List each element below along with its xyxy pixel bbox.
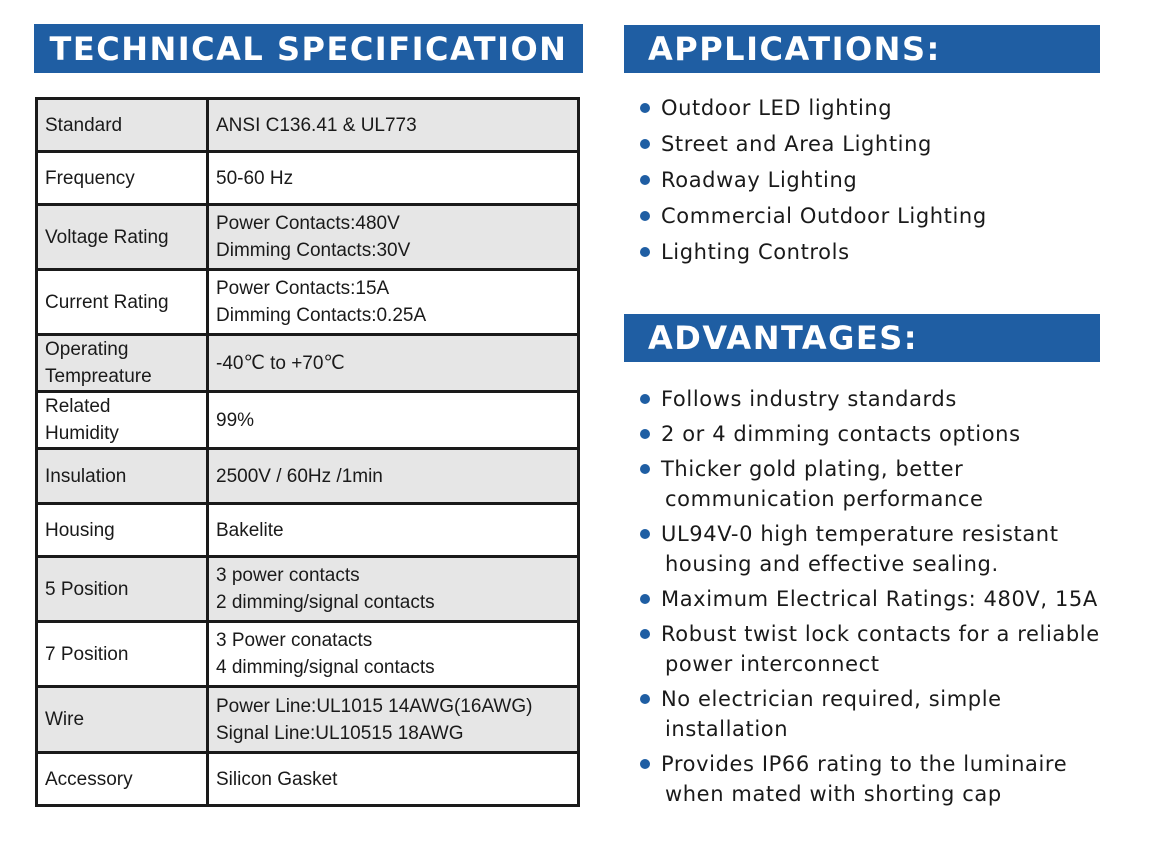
- list-item-text: Commercial Outdoor Lighting: [661, 204, 987, 228]
- spec-value: [208, 335, 579, 392]
- list-item-text: Follows industry standards: [661, 387, 957, 411]
- spec-row-accessory: [37, 753, 579, 806]
- list-item: [640, 419, 1100, 449]
- spec-row-wire: [37, 687, 579, 753]
- spec-label: [37, 152, 208, 205]
- spec-row-current-rating: [37, 270, 579, 335]
- list-item-text-continued: installation: [665, 717, 789, 741]
- specification-table: [35, 97, 580, 807]
- spec-value: [208, 152, 579, 205]
- spec-row-operating-temperature: [37, 335, 579, 392]
- spec-label-text: Tempreature: [45, 366, 152, 387]
- applications-list: [640, 93, 987, 273]
- bullet-icon: [640, 175, 650, 185]
- advantages-list: [640, 384, 1100, 814]
- spec-row-voltage-rating: [37, 205, 579, 270]
- bullet-icon: [640, 529, 650, 539]
- list-item-text: Maximum Electrical Ratings: 480V, 15A: [661, 587, 1098, 611]
- spec-label-text: Frequency: [45, 167, 135, 189]
- bullet-icon: [640, 694, 650, 704]
- spec-label-text: Related: [45, 396, 111, 417]
- bullet-icon: [640, 429, 650, 439]
- spec-label-text: Current Rating: [45, 291, 169, 313]
- spec-value: [208, 687, 579, 753]
- list-item: [640, 237, 987, 267]
- bullet-icon: [640, 394, 650, 404]
- applications-heading: APPLICATIONS:: [624, 25, 1100, 73]
- spec-label: [37, 449, 208, 504]
- spec-value-text: ANSI C136.41 & UL773: [216, 114, 417, 136]
- list-item: [640, 93, 987, 123]
- spec-value-text: Power Contacts:480V: [216, 213, 400, 234]
- list-item: [640, 129, 987, 159]
- spec-row-insulation: [37, 449, 579, 504]
- list-item-text: Provides IP66 rating to the luminaire: [661, 752, 1068, 776]
- advantages-heading: ADVANTAGES:: [624, 314, 1100, 362]
- bullet-icon: [640, 103, 650, 113]
- bullet-icon: [640, 211, 650, 221]
- spec-label-text: Accessory: [45, 768, 133, 790]
- list-item-text: 2 or 4 dimming contacts options: [661, 422, 1021, 446]
- list-item-text: Roadway Lighting: [661, 168, 858, 192]
- list-item-text: Robust twist lock contacts for a reliable: [661, 622, 1100, 646]
- list-item: [640, 684, 1100, 744]
- spec-value: [208, 392, 579, 449]
- spec-label: [37, 335, 208, 392]
- list-item: [640, 165, 987, 195]
- list-item: [640, 584, 1100, 614]
- spec-value: [208, 205, 579, 270]
- list-item-text-continued: power interconnect: [665, 652, 880, 676]
- list-item: [640, 619, 1100, 679]
- spec-label-text: Standard: [45, 114, 123, 136]
- bullet-icon: [640, 594, 650, 604]
- spec-label: [37, 557, 208, 622]
- spec-value-text: Power Contacts:15A: [216, 278, 390, 299]
- spec-label-text: Voltage Rating: [45, 226, 169, 248]
- spec-row-7-position: [37, 622, 579, 687]
- spec-value-text: -40℃ to +70℃: [216, 352, 345, 374]
- list-item: [640, 519, 1100, 579]
- bullet-icon: [640, 464, 650, 474]
- spec-value-text: 99%: [216, 409, 255, 431]
- list-item-text: Outdoor LED lighting: [661, 96, 893, 120]
- spec-label-text: Housing: [45, 519, 115, 541]
- spec-value-text: Power Line:UL1015 14AWG(16AWG): [216, 695, 533, 717]
- spec-value-text: 3 Power conatacts: [216, 630, 373, 651]
- list-item: [640, 201, 987, 231]
- spec-value: [208, 99, 579, 152]
- list-item-text-continued: housing and effective sealing.: [665, 552, 999, 576]
- spec-value-text: 4 dimming/signal contacts: [216, 657, 435, 678]
- spec-value-text: Silicon Gasket: [216, 768, 338, 790]
- spec-label-text: Operating: [45, 339, 129, 360]
- spec-label: [37, 99, 208, 152]
- spec-row-standard: [37, 99, 579, 152]
- spec-row-housing: [37, 504, 579, 557]
- spec-label-text: Insulation: [45, 465, 127, 487]
- spec-label: [37, 504, 208, 557]
- spec-value: [208, 449, 579, 504]
- spec-label: [37, 392, 208, 449]
- bullet-icon: [640, 139, 650, 149]
- spec-value: [208, 504, 579, 557]
- bullet-icon: [640, 247, 650, 257]
- spec-label: [37, 622, 208, 687]
- spec-value: [208, 270, 579, 335]
- technical-specification-heading: TECHNICAL SPECIFICATION: [34, 24, 583, 73]
- spec-value-text: 2500V / 60Hz /1min: [216, 465, 383, 487]
- spec-row-frequency: [37, 152, 579, 205]
- spec-value-text: 50-60 Hz: [216, 167, 294, 189]
- spec-label-text: Humidity: [45, 423, 119, 444]
- bullet-icon: [640, 759, 650, 769]
- list-item-text-continued: when mated with shorting cap: [665, 782, 1002, 806]
- spec-value-text: 3 power contacts: [216, 565, 360, 586]
- list-item-text: Thicker gold plating, better: [661, 457, 964, 481]
- spec-value-text: 2 dimming/signal contacts: [216, 592, 435, 613]
- spec-value-text: Dimming Contacts:0.25A: [216, 305, 427, 326]
- spec-label: [37, 753, 208, 806]
- spec-row-humidity: [37, 392, 579, 449]
- spec-value: [208, 622, 579, 687]
- list-item: [640, 749, 1100, 809]
- spec-label: [37, 205, 208, 270]
- list-item: [640, 384, 1100, 414]
- spec-row-5-position: [37, 557, 579, 622]
- list-item: [640, 454, 1100, 514]
- spec-label-text: 5 Position: [45, 578, 129, 600]
- spec-value-text: Dimming Contacts:30V: [216, 240, 411, 261]
- spec-label-text: Wire: [45, 709, 85, 730]
- list-item-text: Street and Area Lighting: [661, 132, 932, 156]
- list-item-text-continued: communication performance: [665, 487, 984, 511]
- spec-value-text: Bakelite: [216, 519, 284, 541]
- spec-label: [37, 687, 208, 753]
- bullet-icon: [640, 629, 650, 639]
- list-item-text: No electrician required, simple: [661, 687, 1002, 711]
- list-item-text: UL94V-0 high temperature resistant: [661, 522, 1059, 546]
- spec-label-text: 7 Position: [45, 643, 129, 665]
- spec-value-text: Signal Line:UL10515 18AWG: [216, 722, 464, 744]
- list-item-text: Lighting Controls: [661, 240, 850, 264]
- spec-value: [208, 753, 579, 806]
- spec-label: [37, 270, 208, 335]
- spec-value: [208, 557, 579, 622]
